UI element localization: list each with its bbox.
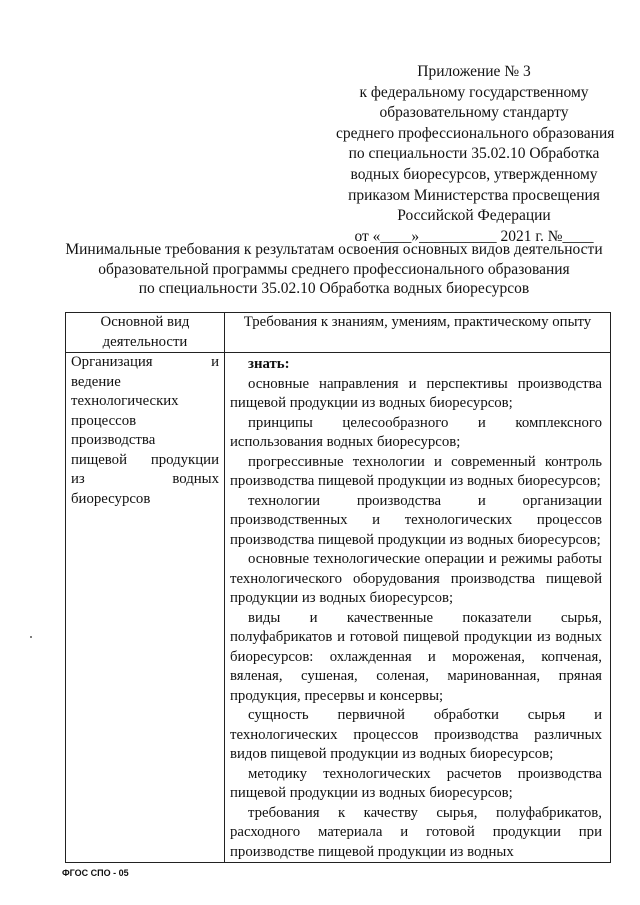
appendix-line: приказом Министерства просвещения (348, 186, 600, 204)
requirement-item: технологии производства и организации производственных и технологических процессов производства пищевой продукции из водных биоресурсов; (230, 492, 602, 548)
appendix-line: образовательному стандарту (379, 104, 569, 122)
header-activity: Основной вид деятельности (66, 313, 225, 353)
activity-line: из водных (71, 471, 219, 487)
scan-speck (30, 636, 32, 638)
activity-line: производства (71, 432, 156, 448)
appendix-line: Приложение № 3 (417, 63, 531, 80)
activity-line: процессов (71, 412, 137, 429)
appendix-line: среднего профессионального образования (336, 124, 615, 142)
document-title (60, 240, 608, 299)
requirement-item: сущность первичной обработки сырья и технологических процессов производства различных видов пищевой продукции из водных биоресурсов; (230, 707, 602, 762)
activity-line: Организация и (71, 354, 219, 370)
appendix-line: по специальности 35.02.10 Обработка (348, 145, 600, 163)
requirements-table (65, 312, 611, 863)
appendix-line: водных биоресурсов, утвержденному (350, 165, 598, 183)
appendix-block (336, 62, 615, 247)
table-row (66, 353, 611, 863)
table-header-row (66, 313, 611, 353)
know-label: знать: (248, 356, 290, 372)
activity-line: биоресурсов (71, 490, 151, 507)
requirement-item: виды и качественные показатели сырья, полуфабрикатов и готовой пищевой продукции из водных биоресурсов: охлажденная и мороженая, копченая, вяленая, сушеная, соленая, маринованная, пряная продукция, пресервы и консервы; (230, 609, 602, 704)
appendix-line: Российской Федерации (397, 207, 551, 225)
activity-cell (66, 353, 225, 863)
title-line: Минимальные требования к результатам освоения основных видов деятельности (65, 241, 603, 258)
requirement-item: принципы целесообразного и комплексного использования водных биоресурсов; (230, 414, 602, 450)
appendix-line: к федеральному государственному (359, 83, 589, 101)
header-requirements: Требования к знаниям, умениям, практическому опыту (225, 313, 611, 353)
appendix-line: от «____»__________ 2021 г. №____ (354, 227, 594, 245)
requirement-item: методику технологических расчетов производства пищевой продукции из водных биоресурсов; (230, 765, 602, 801)
requirement-item: основные технологические операции и режимы работы технологического оборудования производства пищевой продукции из водных биоресурсов; (230, 551, 602, 606)
requirement-item: требования к качеству сырья, полуфабрикатов, расходного материала и готовой продукции при производстве пищевой продукции из водных (230, 804, 602, 860)
title-line: образовательной программы среднего профессионального образования (98, 260, 570, 278)
activity-line: ведение (71, 373, 121, 390)
activity-line: технологических (71, 393, 179, 409)
requirements-cell (225, 353, 611, 863)
title-line: по специальности 35.02.10 Обработка водных биоресурсов (138, 280, 530, 297)
activity-line: пищевой продукции (71, 451, 219, 468)
requirement-item: прогрессивные технологии и современный контроль производства пищевой продукции из водных биоресурсов; (230, 453, 602, 489)
page-footer: ФГОС СПО - 05 (62, 868, 129, 878)
requirement-item: основные направления и перспективы производства пищевой продукции из водных биоресурсов; (230, 375, 602, 411)
